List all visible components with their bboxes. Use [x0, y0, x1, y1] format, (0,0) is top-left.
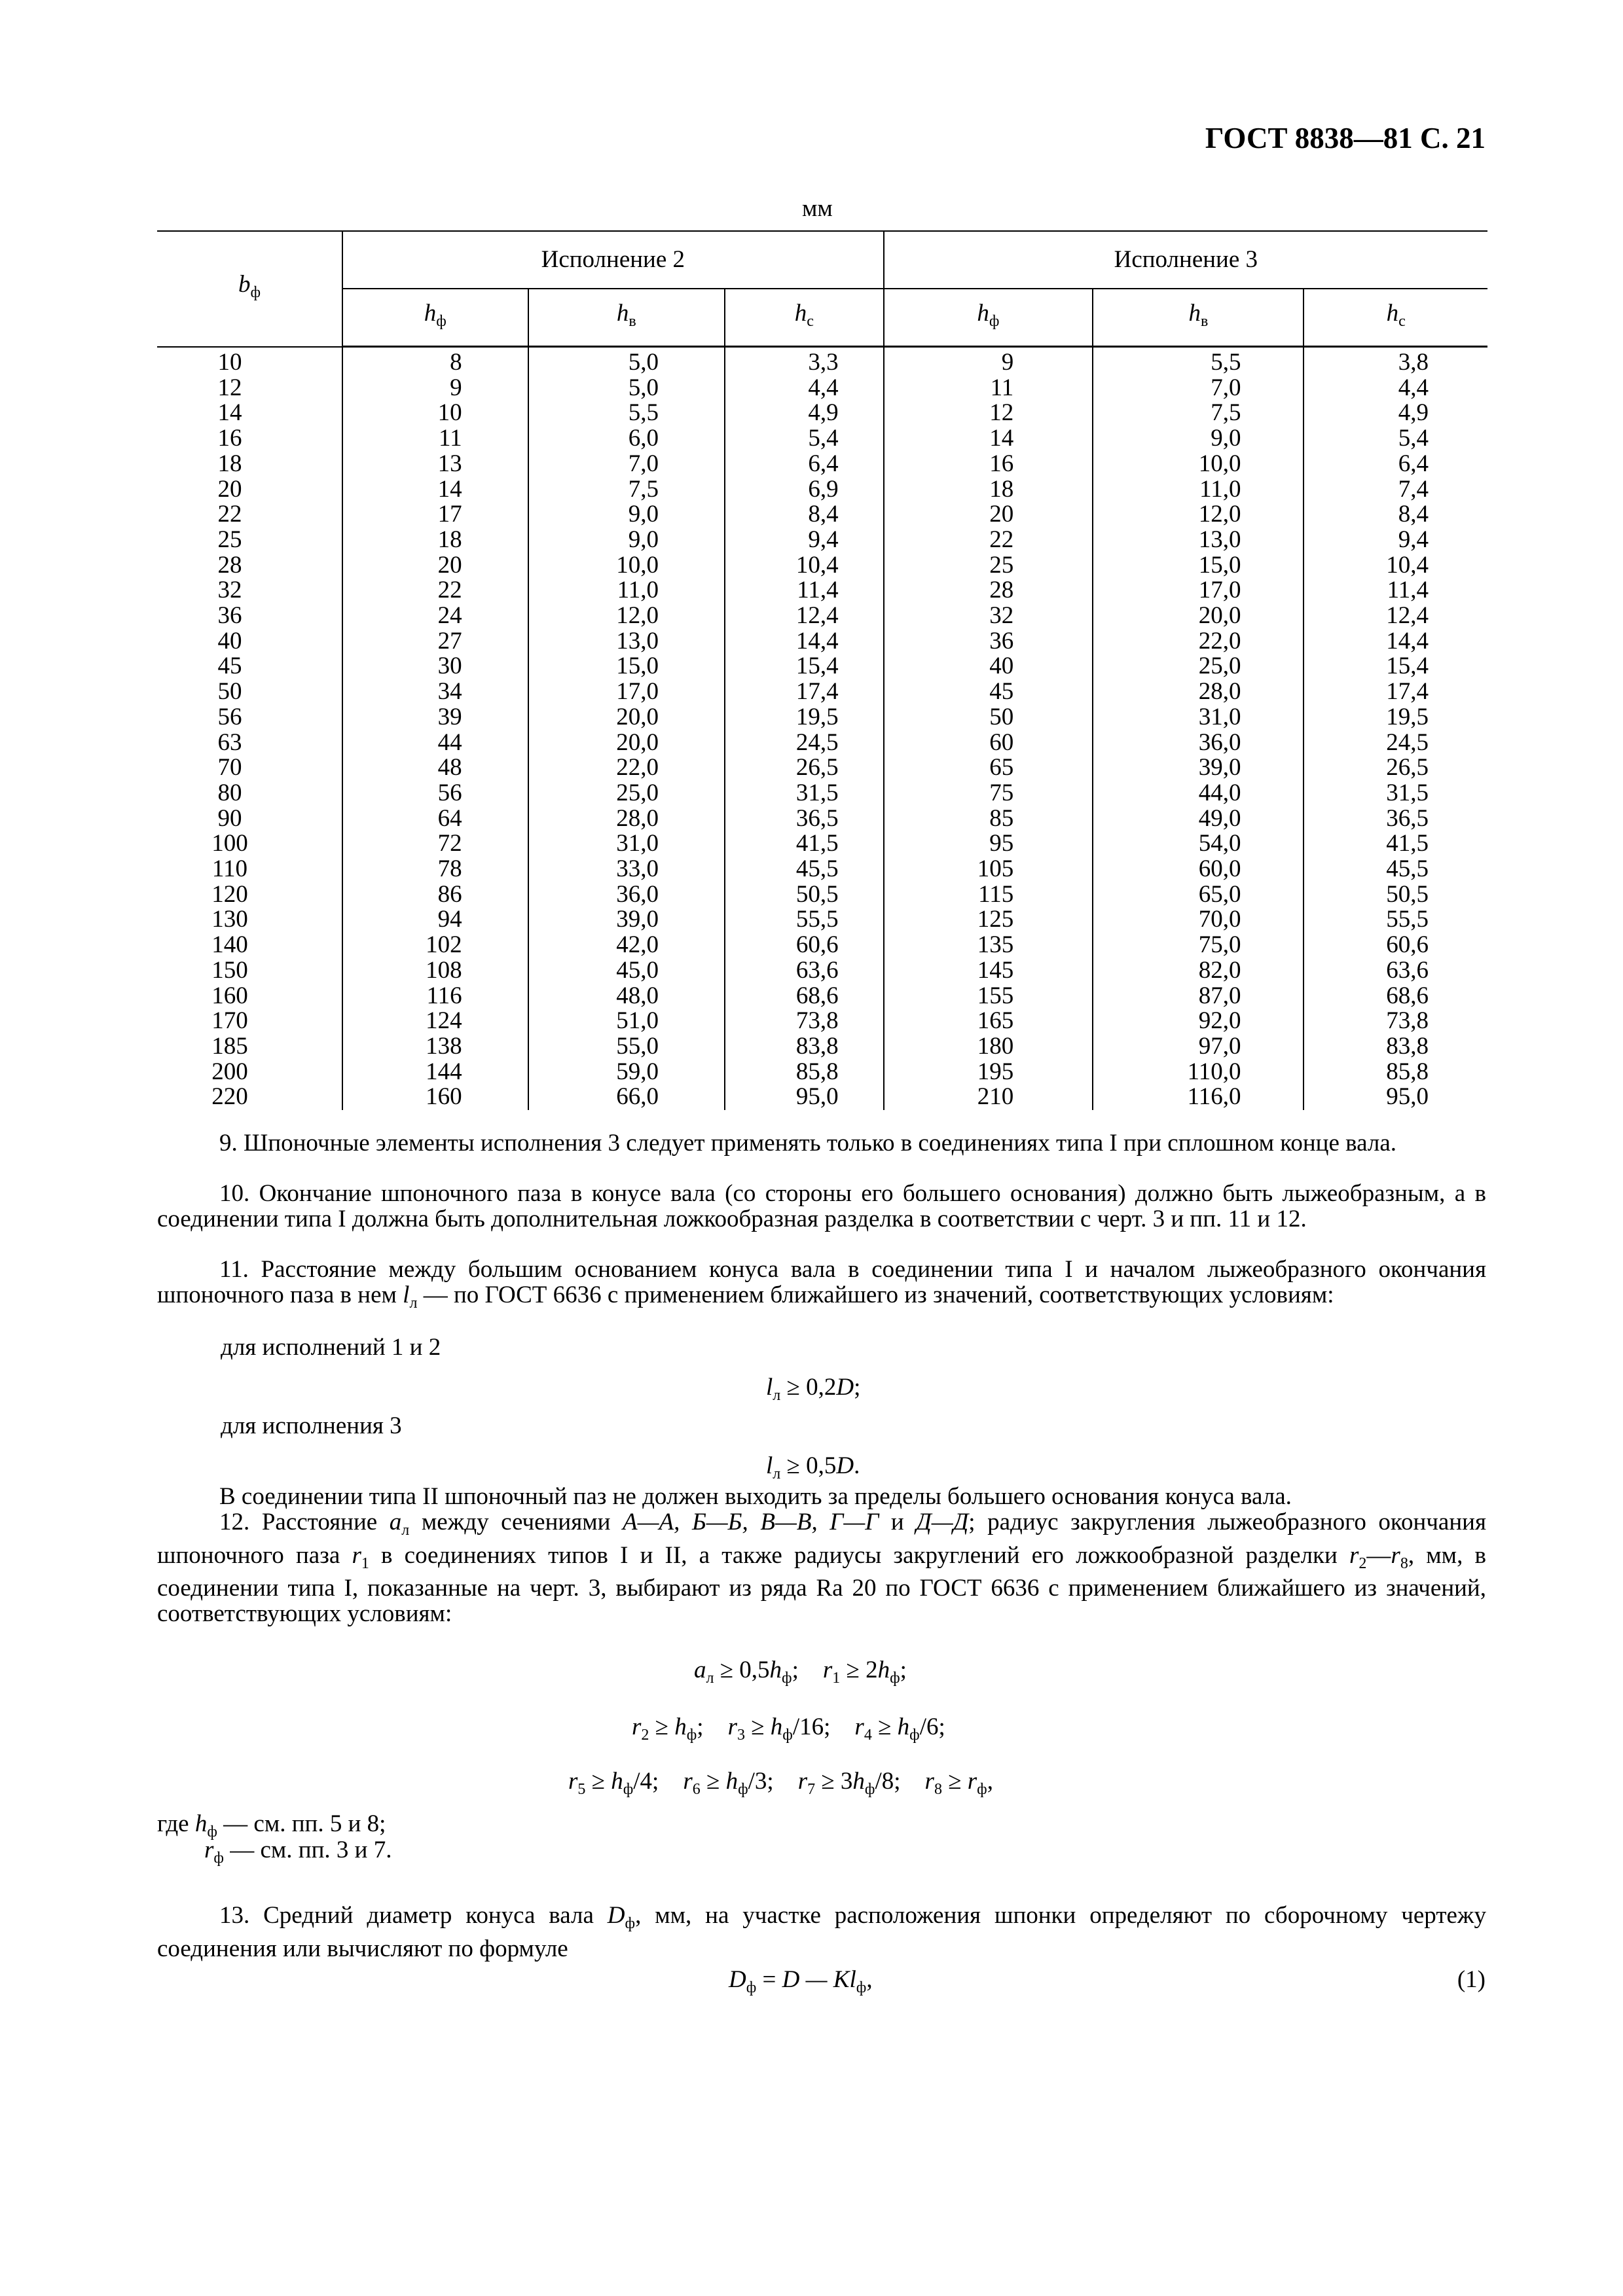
dimensions-table	[157, 230, 1487, 1110]
table-cell: 19,5	[1304, 705, 1487, 730]
table-cell: 15,4	[725, 654, 884, 679]
table-row	[157, 347, 1487, 376]
table-cell: 56	[342, 781, 528, 806]
paragraph-13: 13. Средний диаметр конуса вала $D_ф$, мм, на участке расположения шпонки определяют по сборочному чертежу соединения или вычисляют по формуле	[157, 1902, 1486, 1962]
table-cell: 33,0	[528, 857, 725, 882]
table-cell: 145	[884, 958, 1093, 984]
table-cell: 13	[342, 452, 528, 477]
table-cell: 94	[342, 907, 528, 933]
table-cell: 12	[157, 376, 342, 401]
table-cell: 48	[342, 755, 528, 781]
table-cell: 95	[884, 831, 1093, 857]
table-cell: 60	[884, 730, 1093, 756]
table-cell: 144	[342, 1060, 528, 1085]
table-cell: 11	[884, 376, 1093, 401]
table-cell: 31,5	[1304, 781, 1487, 806]
table-cell: 60,0	[1093, 857, 1304, 882]
table-cell: 125	[884, 907, 1093, 933]
table-row	[157, 578, 1487, 603]
table-cell: 73,8	[725, 1009, 884, 1034]
table-cell: 10,0	[1093, 452, 1304, 477]
table-cell: 86	[342, 882, 528, 908]
table-row	[157, 1060, 1487, 1085]
table-cell: 90	[157, 806, 342, 832]
table-cell: 56	[157, 705, 342, 730]
table-cell: 22,0	[528, 755, 725, 781]
table-cell: 20	[157, 477, 342, 503]
table-cell: 155	[884, 984, 1093, 1009]
table-cell: 160	[157, 984, 342, 1009]
table-cell: 11,4	[1304, 578, 1487, 603]
table-cell: 72	[342, 831, 528, 857]
col-b-header: $b_ф$	[157, 231, 342, 347]
table-row	[157, 679, 1487, 705]
subcol-header-3: $h_с$	[725, 289, 884, 347]
table-cell: 7,4	[1304, 477, 1487, 503]
table-cell: 17,4	[1304, 679, 1487, 705]
table-cell: 50	[884, 705, 1093, 730]
table-cell: 3,8	[1304, 347, 1487, 376]
table-cell: 150	[157, 958, 342, 984]
table-row	[157, 781, 1487, 806]
table-cell: 39,0	[1093, 755, 1304, 781]
table-cell: 36	[157, 603, 342, 629]
table-row	[157, 1034, 1487, 1060]
table-cell: 41,5	[725, 831, 884, 857]
table-cell: 17,0	[528, 679, 725, 705]
table-cell: 105	[884, 857, 1093, 882]
table-cell: 73,8	[1304, 1009, 1487, 1034]
table-cell: 36,5	[1304, 806, 1487, 832]
table-cell: 65,0	[1093, 882, 1304, 908]
table-cell: 14	[884, 426, 1093, 452]
table-row	[157, 984, 1487, 1009]
table-cell: 95,0	[1304, 1085, 1487, 1110]
page-header: ГОСТ 8838—81 С. 21	[1205, 122, 1486, 154]
table-cell: 135	[884, 933, 1093, 958]
table-cell: 26,5	[725, 755, 884, 781]
subcol-header-2: $h_в$	[528, 289, 725, 347]
table-cell: 54,0	[1093, 831, 1304, 857]
table-cell: 110	[157, 857, 342, 882]
table-cell: 85	[884, 806, 1093, 832]
table-cell: 116	[342, 984, 528, 1009]
table-cell: 12,0	[1093, 502, 1304, 528]
table-cell: 9,0	[528, 528, 725, 553]
table-cell: 44,0	[1093, 781, 1304, 806]
table-cell: 26,5	[1304, 755, 1487, 781]
table-cell: 140	[157, 933, 342, 958]
subcol-header-5: $h_в$	[1093, 289, 1304, 347]
subcol-header-4: $h_ф$	[884, 289, 1093, 347]
table-cell: 39,0	[528, 907, 725, 933]
table-cell: 19,5	[725, 705, 884, 730]
table-row	[157, 426, 1487, 452]
table-cell: 40	[884, 654, 1093, 679]
table-cell: 14,4	[1304, 629, 1487, 655]
table-cell: 7,5	[528, 477, 725, 503]
table-cell: 12,4	[1304, 603, 1487, 629]
table-row	[157, 452, 1487, 477]
table-row	[157, 730, 1487, 756]
table-cell: 75,0	[1093, 933, 1304, 958]
subcol-header-6: $h_с$	[1304, 289, 1487, 347]
table-row	[157, 755, 1487, 781]
table-cell: 7,5	[1093, 401, 1304, 426]
table-cell: 50	[157, 679, 342, 705]
table-cell: 36,0	[528, 882, 725, 908]
table-cell: 5,4	[725, 426, 884, 452]
table-cell: 6,4	[725, 452, 884, 477]
table-cell: 66,0	[528, 1085, 725, 1110]
paragraph-10: 10. Окончание шпоночного паза в конусе вала (со стороны его большего основания) должно быть лыжеобразным, а в соединении типа I должна быть дополнительная ложкообразная разделка в соответствии с черт. 3 и пп. 11 и 12.	[157, 1180, 1486, 1232]
table-cell: 9	[884, 347, 1093, 376]
table-cell: 45,0	[528, 958, 725, 984]
formula-line-3: $r_5 \ge h_ф/4$; $r_6 \ge h_ф/3$; $r_7 \ge 3h_ф/8$; $r_8 \ge r_ф$,	[568, 1768, 993, 1798]
table-cell: 5,5	[528, 401, 725, 426]
group-header-2: Исполнение 2	[342, 231, 884, 289]
table-cell: 20,0	[528, 705, 725, 730]
where-note-2: $r_ф$ — см. пп. 3 и 7.	[204, 1837, 392, 1867]
table-cell: 65	[884, 755, 1093, 781]
table-cell: 120	[157, 882, 342, 908]
table-cell: 195	[884, 1060, 1093, 1085]
group-header-3: Исполнение 3	[884, 231, 1487, 289]
table-cell: 7,0	[1093, 376, 1304, 401]
table-cell: 28,0	[1093, 679, 1304, 705]
table-cell: 31,0	[1093, 705, 1304, 730]
table-cell: 75	[884, 781, 1093, 806]
where-note-1: где $h_ф$ — см. пп. 5 и 8;	[157, 1810, 386, 1840]
table-cell: 160	[342, 1085, 528, 1110]
table-cell: 63	[157, 730, 342, 756]
table-cell: 70,0	[1093, 907, 1304, 933]
table-cell: 9,0	[528, 502, 725, 528]
table-cell: 8	[342, 347, 528, 376]
table-cell: 11	[342, 426, 528, 452]
table-cell: 83,8	[1304, 1034, 1487, 1060]
table-cell: 138	[342, 1034, 528, 1060]
table-cell: 48,0	[528, 984, 725, 1009]
table-cell: 83,8	[725, 1034, 884, 1060]
table-cell: 170	[157, 1009, 342, 1034]
table-cell: 9,0	[1093, 426, 1304, 452]
table-cell: 31,0	[528, 831, 725, 857]
condition-1-label: для исполнений 1 и 2	[221, 1334, 441, 1361]
table-cell: 40	[157, 629, 342, 655]
formula-l-2: $l_л \ge 0,5D$.	[766, 1452, 860, 1482]
table-cell: 28	[157, 553, 342, 579]
table-cell: 55,5	[725, 907, 884, 933]
table-cell: 13,0	[528, 629, 725, 655]
table-cell: 45	[157, 654, 342, 679]
table-cell: 31,5	[725, 781, 884, 806]
table-cell: 25,0	[1093, 654, 1304, 679]
table-cell: 25	[157, 528, 342, 553]
table-row	[157, 806, 1487, 832]
table-cell: 32	[884, 603, 1093, 629]
table-cell: 55,5	[1304, 907, 1487, 933]
table-row	[157, 705, 1487, 730]
table-row	[157, 933, 1487, 958]
table-row	[157, 907, 1487, 933]
table-cell: 10,4	[725, 553, 884, 579]
table-cell: 14,4	[725, 629, 884, 655]
table-cell: 4,4	[725, 376, 884, 401]
table-cell: 18	[342, 528, 528, 553]
paragraph-11-tail: В соединении типа II шпоночный паз не должен выходить за пределы большего основания конуса вала.	[219, 1483, 1292, 1510]
table-row	[157, 882, 1487, 908]
table-row	[157, 654, 1487, 679]
table-cell: 97,0	[1093, 1034, 1304, 1060]
table-cell: 6,9	[725, 477, 884, 503]
table-cell: 13,0	[1093, 528, 1304, 553]
table-cell: 60,6	[1304, 933, 1487, 958]
table-cell: 20,0	[528, 730, 725, 756]
table-cell: 32	[157, 578, 342, 603]
table-cell: 22	[342, 578, 528, 603]
table-cell: 45	[884, 679, 1093, 705]
table-cell: 185	[157, 1034, 342, 1060]
table-cell: 55,0	[528, 1034, 725, 1060]
table-cell: 5,0	[528, 347, 725, 376]
table-cell: 3,3	[725, 347, 884, 376]
table-row	[157, 502, 1487, 528]
table-cell: 12	[884, 401, 1093, 426]
table-cell: 27	[342, 629, 528, 655]
table-cell: 10	[157, 347, 342, 376]
table-cell: 63,6	[1304, 958, 1487, 984]
table-cell: 9,4	[725, 528, 884, 553]
table-cell: 5,4	[1304, 426, 1487, 452]
table-cell: 8,4	[1304, 502, 1487, 528]
table-cell: 100	[157, 831, 342, 857]
table-cell: 7,0	[528, 452, 725, 477]
table-cell: 16	[157, 426, 342, 452]
table-cell: 18	[157, 452, 342, 477]
table-cell: 50,5	[725, 882, 884, 908]
table-cell: 30	[342, 654, 528, 679]
table-cell: 124	[342, 1009, 528, 1034]
table-cell: 22	[884, 528, 1093, 553]
paragraph-9: 9. Шпоночные элементы исполнения 3 следует применять только в соединениях типа I при сплошном конце вала.	[219, 1130, 1396, 1157]
table-cell: 5,5	[1093, 347, 1304, 376]
table-cell: 51,0	[528, 1009, 725, 1034]
table-cell: 110,0	[1093, 1060, 1304, 1085]
table-cell: 63,6	[725, 958, 884, 984]
table-cell: 17,0	[1093, 578, 1304, 603]
table-cell: 85,8	[1304, 1060, 1487, 1085]
table-cell: 16	[884, 452, 1093, 477]
table-cell: 8,4	[725, 502, 884, 528]
table-cell: 18	[884, 477, 1093, 503]
table-row	[157, 477, 1487, 503]
table-cell: 116,0	[1093, 1085, 1304, 1110]
table-cell: 20,0	[1093, 603, 1304, 629]
condition-2-label: для исполнения 3	[221, 1412, 402, 1439]
table-cell: 45,5	[1304, 857, 1487, 882]
table-cell: 64	[342, 806, 528, 832]
table-cell: 130	[157, 907, 342, 933]
formula-l-1: $l_л \ge 0,2D$;	[766, 1374, 861, 1404]
formula-line-1: $a_л \ge 0,5h_ф$; $r_1 \ge 2h_ф$;	[694, 1657, 907, 1687]
table-cell: 28,0	[528, 806, 725, 832]
table-row	[157, 1085, 1487, 1110]
table-cell: 17,4	[725, 679, 884, 705]
table-cell: 24	[342, 603, 528, 629]
table-cell: 36	[884, 629, 1093, 655]
table-cell: 36,0	[1093, 730, 1304, 756]
table-cell: 17	[342, 502, 528, 528]
table-cell: 39	[342, 705, 528, 730]
table-cell: 45,5	[725, 857, 884, 882]
table-cell: 15,0	[528, 654, 725, 679]
table-cell: 11,0	[1093, 477, 1304, 503]
table-cell: 10,4	[1304, 553, 1487, 579]
table-cell: 108	[342, 958, 528, 984]
formula-line-2: $r_2 \ge h_ф$; $r_3 \ge h_ф/16$; $r_4 \ge h_ф/6$;	[632, 1713, 945, 1744]
table-cell: 59,0	[528, 1060, 725, 1085]
table-cell: 102	[342, 933, 528, 958]
table-cell: 82,0	[1093, 958, 1304, 984]
table-cell: 24,5	[725, 730, 884, 756]
table-cell: 15,4	[1304, 654, 1487, 679]
table-row	[157, 1009, 1487, 1034]
table-cell: 49,0	[1093, 806, 1304, 832]
table-cell: 11,4	[725, 578, 884, 603]
subcol-header-1: $h_ф$	[342, 289, 528, 347]
table-cell: 9	[342, 376, 528, 401]
table-row	[157, 401, 1487, 426]
table-cell: 14	[342, 477, 528, 503]
table-cell: 4,9	[725, 401, 884, 426]
table-cell: 6,4	[1304, 452, 1487, 477]
table-cell: 14	[157, 401, 342, 426]
formula-number: (1)	[1457, 1966, 1486, 1993]
table-cell: 10	[342, 401, 528, 426]
table-cell: 15,0	[1093, 553, 1304, 579]
table-cell: 210	[884, 1085, 1093, 1110]
table-cell: 24,5	[1304, 730, 1487, 756]
table-cell: 12,0	[528, 603, 725, 629]
table-cell: 68,6	[725, 984, 884, 1009]
formula-1: $D_ф = D$ — $Kl_ф$,	[729, 1966, 873, 1996]
table-cell: 115	[884, 882, 1093, 908]
table-cell: 34	[342, 679, 528, 705]
table-cell: 20	[884, 502, 1093, 528]
table-cell: 92,0	[1093, 1009, 1304, 1034]
table-cell: 4,4	[1304, 376, 1487, 401]
table-cell: 20	[342, 553, 528, 579]
table-row	[157, 958, 1487, 984]
table-cell: 25	[884, 553, 1093, 579]
table-cell: 28	[884, 578, 1093, 603]
table-cell: 36,5	[725, 806, 884, 832]
table-cell: 44	[342, 730, 528, 756]
table-cell: 41,5	[1304, 831, 1487, 857]
table-cell: 165	[884, 1009, 1093, 1034]
table-row	[157, 528, 1487, 553]
paragraph-12: 12. Расстояние $a_л$ между сечениями А—А, Б—Б, В—В, Г—Г и Д—Д; радиус закругления лыжеобразного окончания шпоночного паза $r_1$ в соединениях типов I и II, а также радиусы закруглений его ложкообразной разделки $r_2—r_8$, мм, в соединении типа I, показанные на черт. 3, выбирают из ряда Ra 20 по ГОСТ 6636 с применением ближайшего из значений, соответствующих условиям:	[157, 1509, 1486, 1627]
table-cell: 22,0	[1093, 629, 1304, 655]
table-cell: 42,0	[528, 933, 725, 958]
table-cell: 5,0	[528, 376, 725, 401]
table-cell: 95,0	[725, 1085, 884, 1110]
table-cell: 220	[157, 1085, 342, 1110]
unit-label: мм	[802, 195, 833, 222]
table-cell: 70	[157, 755, 342, 781]
table-row	[157, 376, 1487, 401]
table-cell: 10,0	[528, 553, 725, 579]
table-cell: 180	[884, 1034, 1093, 1060]
table-cell: 60,6	[725, 933, 884, 958]
table-cell: 85,8	[725, 1060, 884, 1085]
table-cell: 6,0	[528, 426, 725, 452]
table-row	[157, 831, 1487, 857]
table-cell: 50,5	[1304, 882, 1487, 908]
table-row	[157, 857, 1487, 882]
paragraph-11: 11. Расстояние между большим основанием конуса вала в соединении типа I и началом лыжеобразного окончания шпоночного паза в нем $l_л$ — по ГОСТ 6636 с применением ближайшего из значений, соответствующих условиям:	[157, 1256, 1486, 1312]
table-cell: 9,4	[1304, 528, 1487, 553]
table-row	[157, 553, 1487, 579]
table-cell: 4,9	[1304, 401, 1487, 426]
table-cell: 25,0	[528, 781, 725, 806]
table-row	[157, 603, 1487, 629]
table-cell: 87,0	[1093, 984, 1304, 1009]
table-cell: 11,0	[528, 578, 725, 603]
table-cell: 12,4	[725, 603, 884, 629]
table-row	[157, 629, 1487, 655]
table-cell: 78	[342, 857, 528, 882]
table-cell: 68,6	[1304, 984, 1487, 1009]
table-cell: 22	[157, 502, 342, 528]
table-cell: 80	[157, 781, 342, 806]
table-cell: 200	[157, 1060, 342, 1085]
